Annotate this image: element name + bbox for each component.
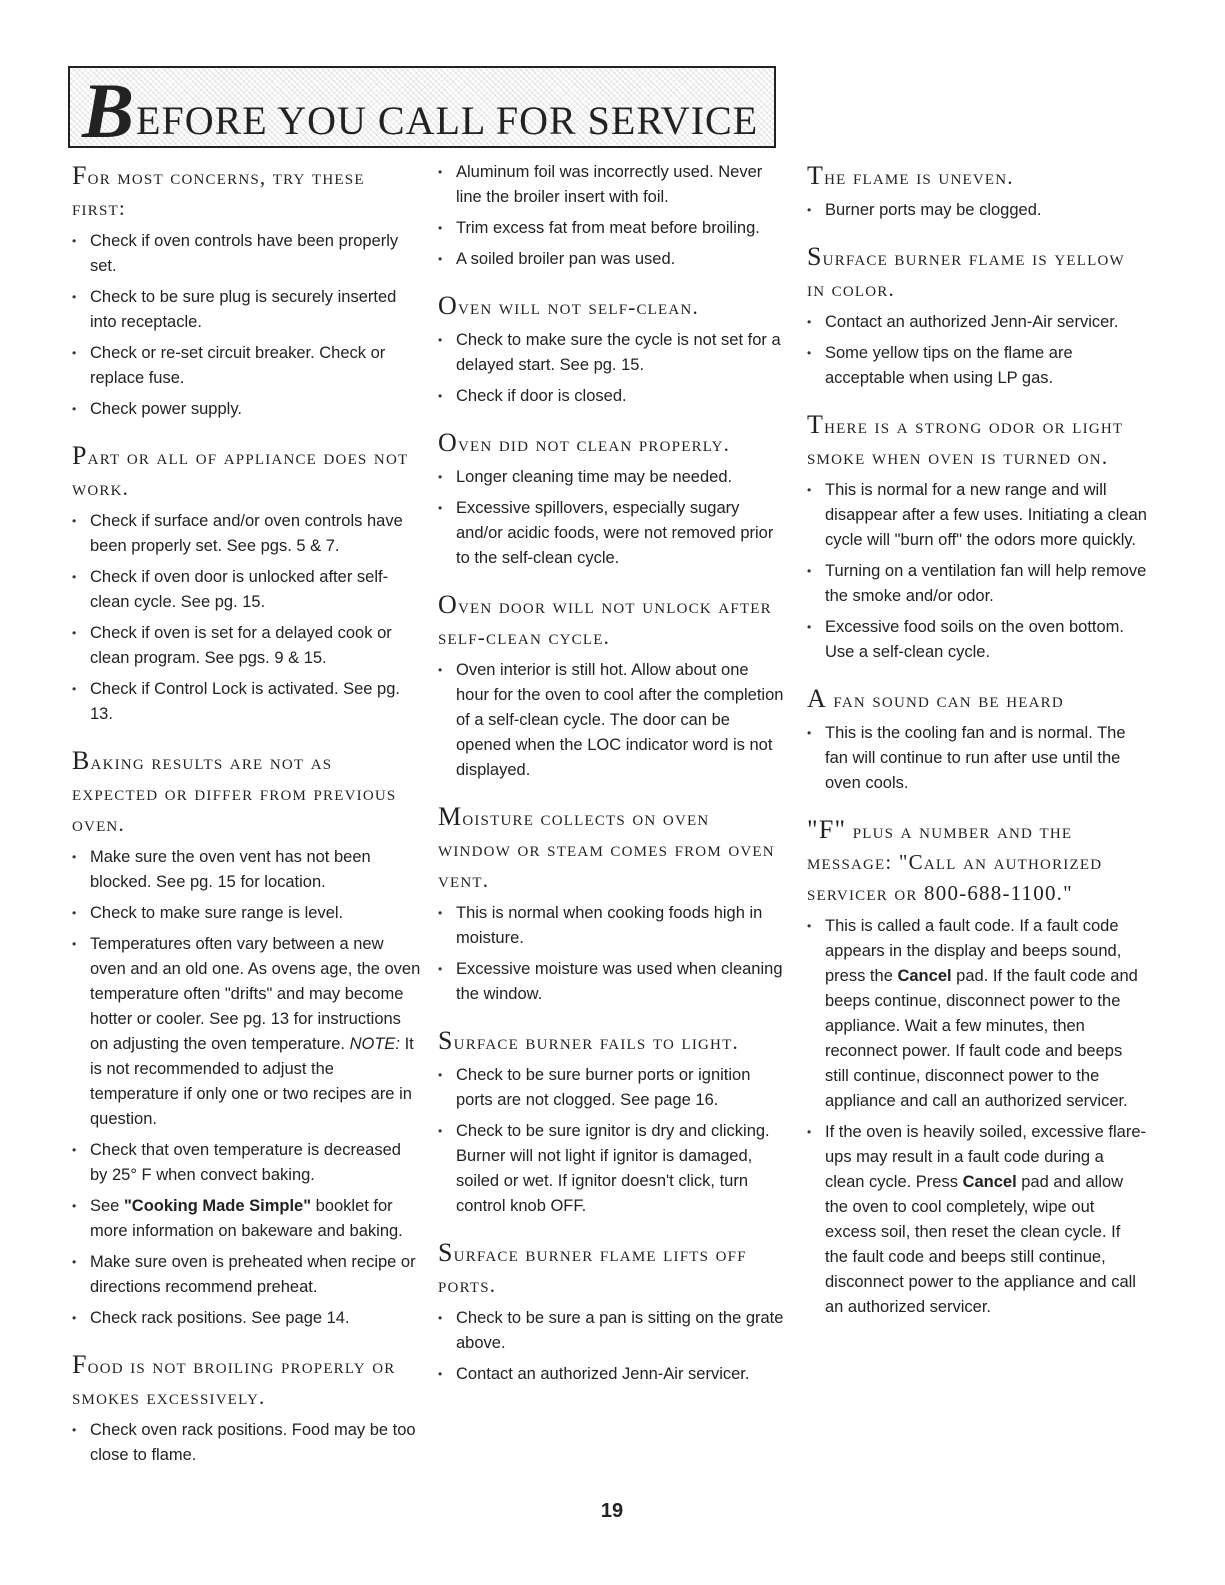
list-item: • Check to be sure plug is securely inserted into receptacle. (72, 285, 422, 335)
section-baking-results (72, 745, 422, 1331)
list-item: • A soiled broiler pan was used. (438, 247, 784, 272)
page-number: 19 (600, 1500, 624, 1522)
list-item: • Check or re-set circuit breaker. Check or replace fuse. (72, 341, 422, 391)
section-heading: There is a strong odor or light smoke when oven is turned on. (807, 410, 1124, 469)
section-self-clean (438, 290, 784, 409)
item-list (438, 901, 784, 1007)
section-appliance-not-work (72, 440, 422, 727)
list-item: • This is normal for a new range and will disappear after a few uses. Initiating a clean cycle will "burn off" the odors more quickly. (807, 478, 1147, 553)
list-item: • Check oven rack positions. Food may be too close to flame. (72, 1418, 422, 1468)
section-heading: Surface burner flame is yellow in color. (807, 242, 1125, 301)
item-list (438, 328, 784, 409)
list-item (807, 914, 1147, 1114)
section-heading: Oven will not self-clean. (438, 291, 699, 320)
item-list (72, 845, 422, 1331)
list-item: • Check if oven is set for a delayed cook or clean program. See pgs. 9 & 15. (72, 621, 422, 671)
item-list (807, 721, 1147, 796)
section-door-unlock (438, 589, 784, 783)
list-item: • This is the cooling fan and is normal. The fan will continue to run after use until the oven cools. (807, 721, 1147, 796)
list-item: • Check if oven controls have been properly set. (72, 229, 422, 279)
item-text: booklet for more information on bakeware and baking. (90, 1197, 403, 1240)
cancel-pad-label: Cancel (962, 1173, 1017, 1191)
column-1 (72, 160, 422, 1486)
item-list (438, 1063, 784, 1219)
note-label: NOTE: (349, 1035, 401, 1053)
section-heading: A fan sound can be heard (807, 684, 1064, 713)
section-flame-yellow (807, 241, 1147, 391)
section-burner-fails (438, 1025, 784, 1219)
item-list (438, 1306, 784, 1387)
section-heading: Surface burner flame lifts off ports. (438, 1238, 747, 1297)
cancel-pad-label: Cancel (897, 967, 952, 985)
list-item: • Oven interior is still hot. Allow about one hour for the oven to cool after the completion of a self-clean cycle. The door can be opened when the LOC indicator word is not displayed. (438, 658, 784, 783)
list-item (72, 932, 422, 1132)
item-text: It is not recommended to adjust the temperature if only one or two recipes are in question. (90, 1035, 414, 1128)
section-most-concerns (72, 160, 422, 422)
list-item: • Contact an authorized Jenn-Air servicer. (807, 310, 1147, 335)
list-item: • Aluminum foil was incorrectly used. Never line the broiler insert with foil. (438, 160, 784, 210)
list-item: • Trim excess fat from meat before broiling. (438, 216, 784, 241)
list-item: • This is normal when cooking foods high in moisture. (438, 901, 784, 951)
section-heading: Oven did not clean properly. (438, 428, 731, 457)
item-list (438, 465, 784, 571)
list-item: • Check if surface and/or oven controls have been properly set. See pgs. 5 & 7. (72, 509, 422, 559)
section-fan-sound (807, 683, 1147, 796)
item-text: See (90, 1197, 124, 1215)
title-rest: EFORE YOU CALL FOR SERVICE (136, 98, 759, 143)
item-text: pad and allow the oven to cool completely, wipe out excess soil, then reset the clean cycle. If the fault code and beeps still continue, disconnect power to the appliance and call an authorized servicer. (825, 1173, 1136, 1316)
list-item: • Excessive moisture was used when cleaning the window. (438, 957, 784, 1007)
section-flame-lifts (438, 1237, 784, 1387)
booklet-title: "Cooking Made Simple" (123, 1197, 312, 1215)
section-flame-uneven (807, 160, 1147, 223)
list-item: • Check power supply. (72, 397, 422, 422)
section-heading: For most concerns, try these first: (72, 161, 365, 220)
item-list (438, 160, 784, 272)
list-item (807, 1120, 1147, 1320)
list-item: • Check if oven door is unlocked after self-clean cycle. See pg. 15. (72, 565, 422, 615)
list-item: • Check to be sure ignitor is dry and clicking. Burner will not light if ignitor is damaged, soiled or wet. If ignitor doesn't click, turn control knob OFF. (438, 1119, 784, 1219)
section-heading: The flame is uneven. (807, 161, 1014, 190)
section-heading: Oven door will not unlock after self-clean cycle. (438, 590, 772, 649)
list-item: • Turning on a ventilation fan will help remove the smoke and/or odor. (807, 559, 1147, 609)
section-clean-properly (438, 427, 784, 571)
item-list (72, 1418, 422, 1468)
section-fault-code (807, 814, 1147, 1320)
item-list (72, 509, 422, 727)
list-item: • Check rack positions. See page 14. (72, 1306, 422, 1331)
item-text: This is called a fault code. If a fault code appears in the display and beeps sound, press the (825, 917, 1122, 985)
list-item: • Longer cleaning time may be needed. (438, 465, 784, 490)
list-item: • Check if door is closed. (438, 384, 784, 409)
item-list (807, 914, 1147, 1320)
list-item: • Make sure the oven vent has not been blocked. See pg. 15 for location. (72, 845, 422, 895)
item-list (807, 310, 1147, 391)
item-list (438, 658, 784, 783)
title-text (82, 67, 762, 154)
section-heading: Food is not broiling properly or smokes excessively. (72, 1350, 396, 1409)
list-item (72, 1194, 422, 1244)
section-heading: "F" plus a number and the message: "Call an authorized servicer or 800-688-1100." (807, 815, 1103, 905)
list-item: • Check to make sure range is level. (72, 901, 422, 926)
item-text: pad. If the fault code and beeps continue, disconnect power to the appliance. Wait a few minutes, then reconnect power. If fault code and beeps still continue, disconnect power to the appliance and call an authorized servicer. (825, 967, 1138, 1110)
title-banner (68, 66, 776, 154)
list-item: • Check if Control Lock is activated. See pg. 13. (72, 677, 422, 727)
item-text: If the oven is heavily soiled, excessive flare-ups may result in a fault code during a clean cycle. Press (825, 1123, 1146, 1191)
section-odor-smoke (807, 409, 1147, 665)
item-list (72, 229, 422, 422)
section-broiling-continued (438, 160, 784, 272)
list-item: • Excessive food soils on the oven bottom. Use a self-clean cycle. (807, 615, 1147, 665)
section-heading: Moisture collects on oven window or steam comes from oven vent. (438, 802, 775, 892)
list-item: • Check to be sure a pan is sitting on the grate above. (438, 1306, 784, 1356)
list-item: • Make sure oven is preheated when recipe or directions recommend preheat. (72, 1250, 422, 1300)
column-2 (438, 160, 784, 1405)
section-heading: Baking results are not as expected or differ from previous oven. (72, 746, 397, 836)
section-moisture (438, 801, 784, 1007)
section-heading: Surface burner fails to light. (438, 1026, 739, 1055)
list-item: • Some yellow tips on the flame are acceptable when using LP gas. (807, 341, 1147, 391)
list-item: • Check that oven temperature is decreased by 25° F when convect baking. (72, 1138, 422, 1188)
list-item: • Contact an authorized Jenn-Air servicer. (438, 1362, 784, 1387)
item-list (807, 478, 1147, 665)
list-item: • Burner ports may be clogged. (807, 198, 1147, 223)
list-item: • Check to be sure burner ports or ignition ports are not clogged. See page 16. (438, 1063, 784, 1113)
item-list (807, 198, 1147, 223)
list-item: • Excessive spillovers, especially sugary and/or acidic foods, were not removed prior to the self-clean cycle. (438, 496, 784, 571)
item-text: Temperatures often vary between a new oven and an old one. As ovens age, the oven temperature often "drifts" and may become hotter or cooler. See pg. 13 for instructions on adjusting the oven temperature. (90, 935, 421, 1053)
title-drop-letter: B (82, 67, 135, 154)
section-broiling (72, 1349, 422, 1468)
column-3 (807, 160, 1147, 1338)
section-heading: Part or all of appliance does not work. (72, 441, 409, 500)
list-item: • Check to make sure the cycle is not set for a delayed start. See pg. 15. (438, 328, 784, 378)
